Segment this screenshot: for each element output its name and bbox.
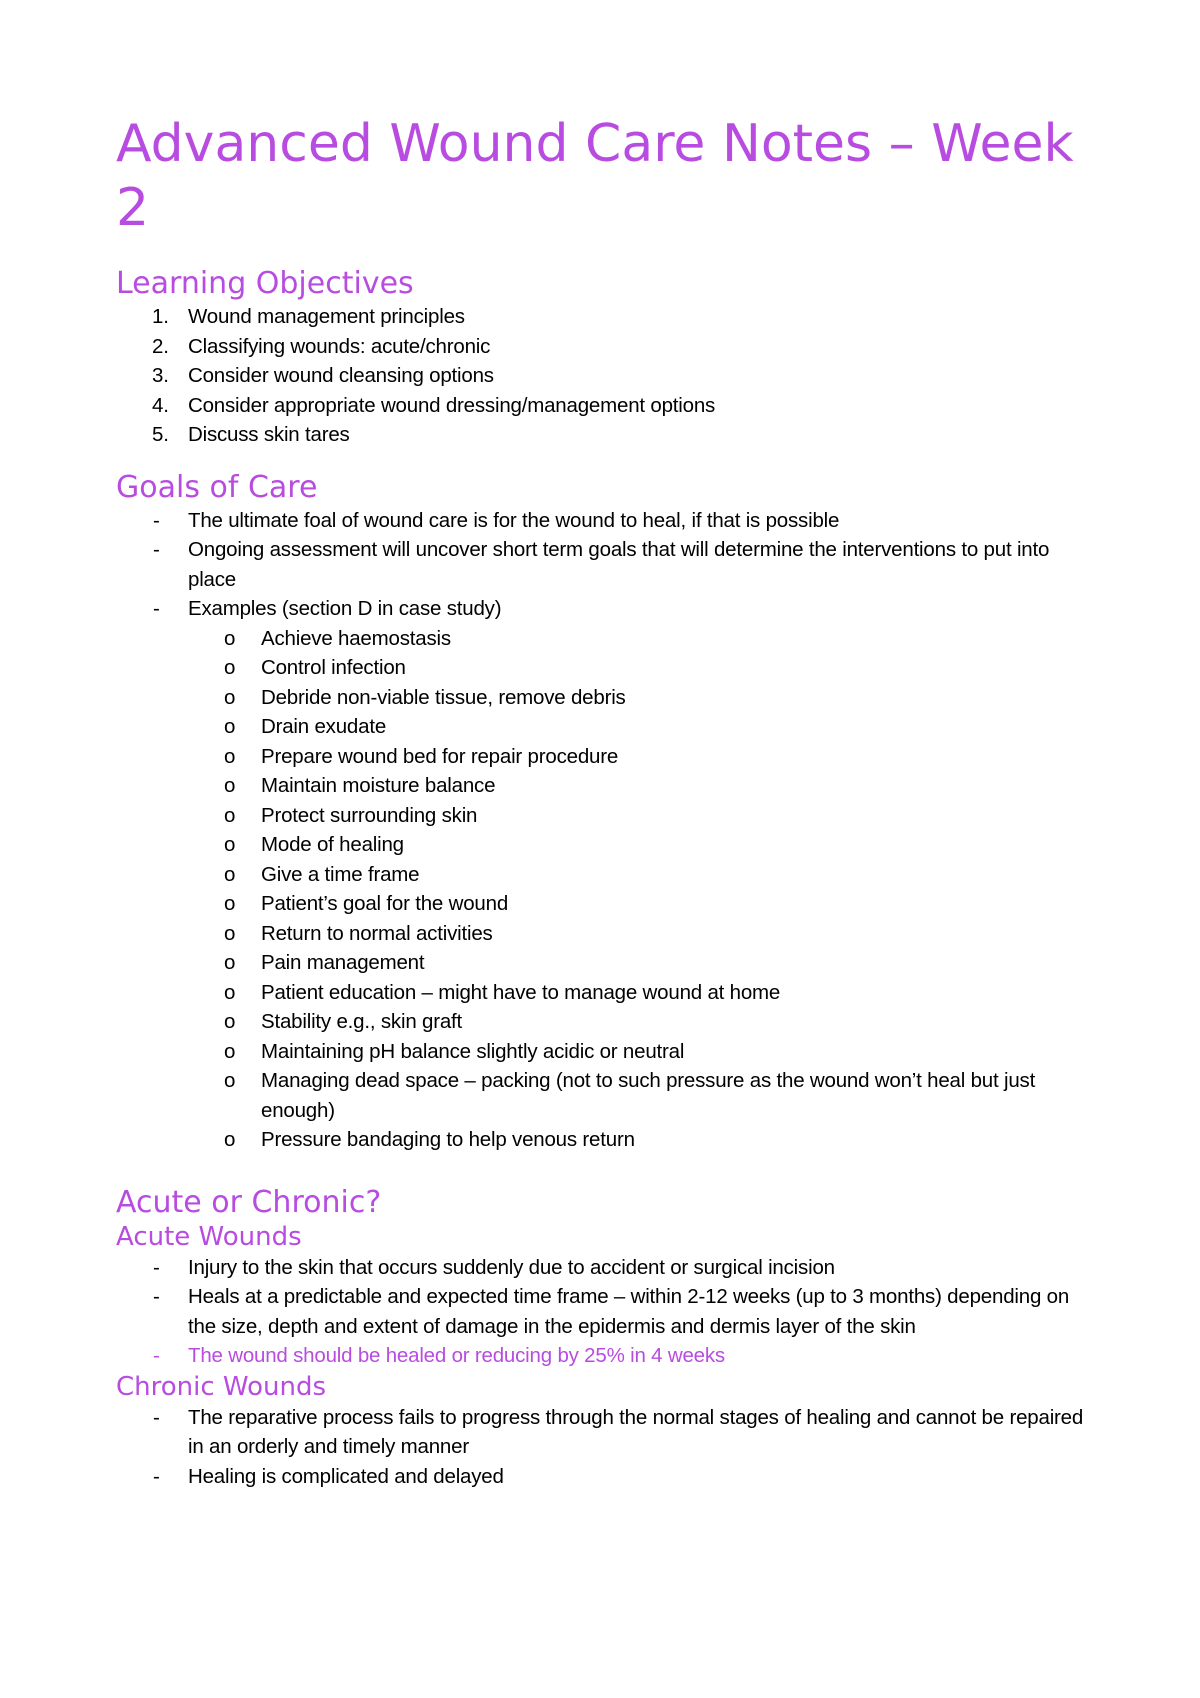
circle-bullet: o (224, 1069, 236, 1092)
list-item-text: The ultimate foal of wound care is for the wound to heal, if that is possible (188, 508, 840, 532)
sub-list-item (116, 1066, 1096, 1125)
dash-bullet: - (153, 1255, 160, 1279)
list-item-text: Wound management principles (188, 305, 465, 328)
list-number: 5. (152, 423, 169, 446)
list-item-text: Heals at a predictable and expected time frame – within 2-12 weeks (up to 3 months) depending on the size, depth and extent of damage in the epidermis and dermis layer of the skin (188, 1285, 1070, 1338)
circle-bullet: o (224, 685, 236, 709)
goals-of-care-list (116, 506, 1096, 624)
sub-list-item-text: Patient education – might have to manage wound at home (261, 980, 781, 1004)
sub-list-item-text: Achieve haemostasis (261, 626, 451, 650)
dash-bullet: - (153, 1285, 160, 1308)
list-item (116, 535, 1096, 594)
chronic-wounds-list (116, 1403, 1096, 1492)
heading-acute-or-chronic: Acute or Chronic? (116, 1184, 382, 1220)
list-item-text: Ongoing assessment will uncover short term goals that will determine the interventions to put into place (188, 538, 1050, 591)
list-number: 3. (152, 364, 169, 387)
list-item (116, 594, 1096, 624)
heading-learning-objectives: Learning Objectives (116, 266, 414, 301)
sub-list-item (116, 889, 1096, 919)
heading-goals-of-care: Goals of Care (116, 469, 318, 505)
list-item-highlighted (116, 1341, 1096, 1371)
list-item-text: The reparative process fails to progress through the normal stages of healing and cannot be repaired in an orderly and timely manner (188, 1405, 1084, 1458)
sub-list-item-text: Managing dead space – packing (not to such pressure as the wound won’t heal but just enough) (261, 1069, 1036, 1122)
sub-list-item (116, 860, 1096, 890)
sub-list-item-text: Stability e.g., skin graft (261, 1010, 463, 1033)
sub-list-item (116, 1037, 1096, 1067)
sub-list-item (116, 653, 1096, 683)
list-item-text: Healing is complicated and delayed (188, 1464, 504, 1488)
circle-bullet: o (224, 656, 236, 679)
dash-bullet: - (153, 597, 160, 620)
list-item-text: Injury to the skin that occurs suddenly due to accident or surgical incision (188, 1255, 835, 1279)
list-number: 4. (152, 393, 169, 417)
sub-list-item-text: Debride non-viable tissue, remove debris (261, 685, 626, 709)
circle-bullet: o (224, 774, 236, 797)
circle-bullet: o (224, 951, 236, 974)
list-number: 2. (152, 334, 169, 358)
circle-bullet: o (224, 626, 236, 650)
heading-acute-wounds: Acute Wounds (116, 1221, 302, 1252)
list-item-text: Consider appropriate wound dressing/management options (188, 393, 716, 417)
list-item-text: Consider wound cleansing options (188, 364, 494, 387)
circle-bullet: o (224, 1010, 236, 1033)
sub-list-item-text: Pain management (261, 951, 425, 974)
circle-bullet: o (224, 921, 236, 945)
list-item-text: Discuss skin tares (188, 423, 350, 446)
sub-list-item (116, 771, 1096, 801)
sub-list-item (116, 742, 1096, 772)
circle-bullet: o (224, 803, 236, 827)
list-item-text: The wound should be healed or reducing by 25% in 4 weeks (188, 1344, 725, 1367)
circle-bullet: o (224, 980, 236, 1004)
circle-bullet: o (224, 1128, 236, 1151)
circle-bullet: o (224, 744, 236, 768)
sub-list-item (116, 978, 1096, 1008)
sub-list-item-text: Prepare wound bed for repair procedure (261, 744, 619, 768)
list-item (116, 332, 1096, 362)
sub-list-item (116, 830, 1096, 860)
list-item (116, 506, 1096, 536)
learning-objectives-list (116, 302, 1096, 450)
list-item (116, 361, 1096, 391)
sub-list-item-text: Mode of healing (261, 833, 404, 856)
sub-list-item-text: Give a time frame (261, 862, 420, 886)
heading-chronic-wounds: Chronic Wounds (116, 1371, 327, 1402)
document-content (116, 112, 1096, 1491)
sub-list-item (116, 1125, 1096, 1155)
sub-list-item-text: Return to normal activities (261, 921, 493, 945)
list-number: 1. (152, 305, 169, 328)
sub-list-item (116, 683, 1096, 713)
circle-bullet: o (224, 833, 236, 856)
dash-bullet: - (153, 1464, 160, 1488)
circle-bullet: o (224, 862, 236, 886)
list-item (116, 420, 1096, 450)
circle-bullet: o (224, 1039, 236, 1063)
list-item (116, 391, 1096, 421)
sub-list-item-text: Control infection (261, 656, 406, 679)
sub-list-item-text: Pressure bandaging to help venous return (261, 1128, 635, 1151)
dash-bullet: - (153, 1344, 160, 1367)
list-item (116, 1403, 1096, 1462)
sub-list-item (116, 1007, 1096, 1037)
dash-bullet: - (153, 1405, 160, 1429)
sub-list-item (116, 801, 1096, 831)
sub-list-item-text: Maintain moisture balance (261, 774, 496, 797)
sub-list-item (116, 624, 1096, 654)
dash-bullet: - (153, 508, 160, 532)
sub-list-item (116, 948, 1096, 978)
care-examples-list (116, 624, 1096, 1155)
list-item-text: Classifying wounds: acute/chronic (188, 334, 491, 358)
sub-list-item (116, 919, 1096, 949)
sub-list-item-text: Protect surrounding skin (261, 803, 478, 827)
acute-wounds-list (116, 1253, 1096, 1371)
sub-list-item-text: Maintaining pH balance slightly acidic or neutral (261, 1039, 685, 1063)
list-item (116, 1253, 1096, 1283)
page-title: Advanced Wound Care Notes – Week 2 (116, 114, 1074, 238)
circle-bullet: o (224, 892, 236, 915)
sub-list-item (116, 712, 1096, 742)
dash-bullet: - (153, 538, 160, 561)
list-item (116, 1462, 1096, 1492)
list-item-text: Examples (section D in case study) (188, 597, 502, 620)
list-item (116, 1282, 1096, 1341)
sub-list-item-text: Patient’s goal for the wound (261, 892, 509, 915)
sub-list-item-text: Drain exudate (261, 715, 387, 738)
circle-bullet: o (224, 715, 236, 738)
list-item (116, 302, 1096, 332)
